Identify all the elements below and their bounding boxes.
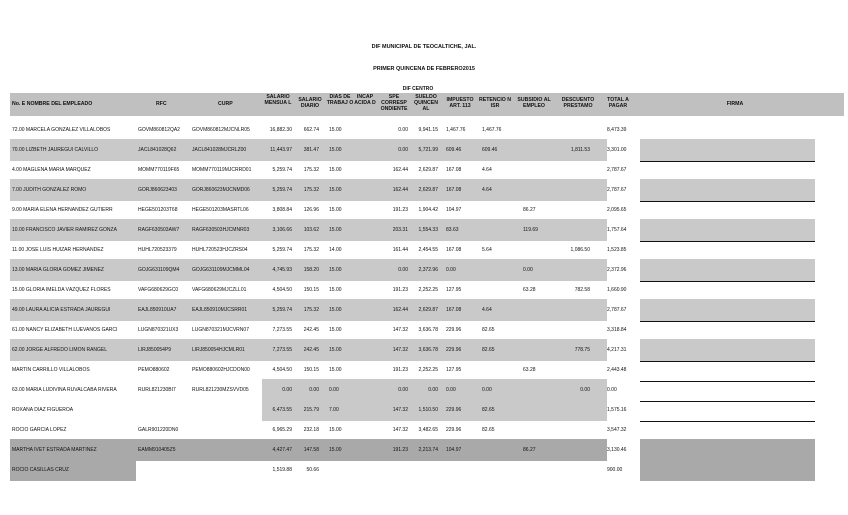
retencion-isr: 609.46 (482, 147, 498, 153)
spe-correspondiente: 147.32 (392, 347, 408, 353)
descuento-prestamo: 1,086.50 (570, 247, 590, 253)
spe-correspondiente: 147.32 (392, 427, 408, 433)
subsidio-empleo: 0.00 (523, 267, 533, 273)
salario-diario: 50.66 (306, 467, 319, 473)
header-total: TOTAL A PAGAR (607, 97, 629, 110)
total-pagar: 8,473.39 (607, 127, 627, 133)
employee-name: MARTIN CARRILLO VILLALOBOS (12, 367, 90, 373)
employee-rfc: EAMM910405Z5 (138, 447, 176, 453)
total-pagar: 1,660.90 (607, 287, 627, 293)
employee-curp: MOMM770119MJCRRD01 (192, 167, 252, 173)
total-pagar: 2,095.65 (607, 207, 627, 213)
impuesto: 127.95 (446, 287, 462, 293)
salario-mensual: 7,273.55 (272, 327, 292, 333)
header-dias: DIAS DE TRABAJ O (326, 94, 354, 107)
salario-diario: 175.32 (303, 187, 319, 193)
total-pagar: 3,318.84 (607, 327, 627, 333)
header-retencion: RETENCIO N ISR (479, 97, 511, 110)
spe-correspondiente: 0.00 (398, 147, 408, 153)
salario-mensual: 1,519.88 (272, 467, 292, 473)
total-pagar: 900.00 (607, 467, 623, 473)
employee-rfc: GOJG631109QM4 (138, 267, 180, 273)
employee-curp: HEGE501203MASRTL06 (192, 207, 249, 213)
total-pagar: 0.00 (607, 387, 617, 393)
employee-curp: GOVM860812MJCNLR05 (192, 127, 250, 133)
header-sueldo: SUELDO QUINCEN AL (414, 94, 438, 113)
sueldo-quincenal: 2,629.87 (418, 167, 438, 173)
sueldo-quincenal: 5,721.99 (418, 147, 438, 153)
sueldo-quincenal: 3,482.65 (418, 427, 438, 433)
retencion-isr: 4.64 (482, 187, 492, 193)
table-row (10, 219, 627, 241)
header-salario-mensual: SALARIO MENSUA L (264, 94, 292, 107)
spe-correspondiente: 0.00 (398, 127, 408, 133)
table-row (10, 279, 627, 301)
retencion-isr: 82.65 (482, 427, 495, 433)
employee-curp: RAGF630503HJCMNR03 (192, 227, 250, 233)
impuesto: 229.96 (446, 327, 462, 333)
employee-rfc: GALR901220DN0 (138, 427, 179, 433)
dias-trabajados: 15.00 (329, 187, 342, 193)
salario-mensual: 4,504.50 (272, 287, 292, 293)
employee-name: 63.00 MARIA LUDIVINA RUVALCABA RIVERA (12, 387, 117, 393)
impuesto: 229.96 (446, 427, 462, 433)
salario-mensual: 3,106.66 (272, 227, 292, 233)
sueldo-quincenal: 2,629.87 (418, 187, 438, 193)
retencion-isr: 82.65 (482, 327, 495, 333)
employee-rfc: GOVM860812QA2 (138, 127, 180, 133)
employee-curp: VAFG680629MJCZLL01 (192, 287, 247, 293)
salario-diario: 175.32 (303, 167, 319, 173)
spe-correspondiente: 191.23 (392, 207, 408, 213)
employee-name: 49.00 LAURA ALICIA ESTRADA JÁUREGUI (12, 307, 111, 313)
employee-name: 7.00 JUDITH GONZALEZ ROMO (12, 187, 87, 193)
table-row (10, 459, 623, 481)
dias-trabajados: 15.00 (329, 327, 342, 333)
salario-mensual: 6,965.29 (272, 427, 292, 433)
salario-diario: 0.00 (309, 387, 319, 393)
signature-cell (640, 459, 815, 481)
retencion-isr: 4.64 (482, 167, 492, 173)
sueldo-quincenal: 2,372.96 (418, 267, 438, 273)
salario-mensual: 5,259.74 (272, 307, 292, 313)
spe-correspondiente: 191.23 (392, 367, 408, 373)
salario-mensual: 4,745.93 (272, 267, 292, 273)
retencion-isr: 0.00 (482, 387, 492, 393)
impuesto: 167.08 (446, 187, 462, 193)
table-row (10, 199, 627, 221)
employee-rfc: LIRJ850054P9 (138, 347, 172, 353)
sueldo-quincenal: 2,454.55 (418, 247, 438, 253)
salario-diario: 158.20 (303, 267, 319, 273)
salario-mensual: 6,473.55 (272, 407, 292, 413)
spe-correspondiente: 147.32 (392, 407, 408, 413)
impuesto: 127.95 (446, 367, 462, 373)
dias-trabajados: 15.00 (329, 167, 342, 173)
header-name: No. E NOMBRE DEL EMPLEADO (12, 101, 93, 107)
impuesto: 229.96 (446, 407, 462, 413)
subsidio-empleo: 86.27 (523, 207, 536, 213)
spe-correspondiente: 191.23 (392, 447, 408, 453)
dias-trabajados: 15.00 (329, 447, 342, 453)
sueldo-quincenal: 2,252.25 (418, 287, 438, 293)
spe-correspondiente: 147.32 (392, 327, 408, 333)
table-row (10, 419, 627, 441)
salario-mensual: 5,259.74 (272, 247, 292, 253)
employee-curp: JACL841028MJCRLZ00 (192, 147, 247, 153)
retencion-isr: 4.64 (482, 307, 492, 313)
sueldo-quincenal: 1,554.33 (418, 227, 438, 233)
table-row (10, 139, 627, 161)
sueldo-quincenal: 3,636.78 (418, 347, 438, 353)
table-header (10, 93, 844, 116)
salario-mensual: 0.00 (282, 387, 292, 393)
salario-diario: 150.15 (303, 367, 319, 373)
salario-diario: 381.47 (303, 147, 319, 153)
spe-correspondiente: 162.44 (392, 167, 408, 173)
sueldo-quincenal: 2,213.74 (418, 447, 438, 453)
sueldo-quincenal: 3,636.78 (418, 327, 438, 333)
impuesto: 167.08 (446, 247, 462, 253)
total-pagar: 2,372.96 (607, 267, 627, 273)
impuesto: 104.97 (446, 207, 462, 213)
employee-name: 15.00 GLORIA IMELDA VÁZQUEZ FLORES (12, 287, 111, 293)
table-row (10, 319, 627, 341)
spe-correspondiente: 0.00 (398, 267, 408, 273)
table-row (10, 259, 627, 281)
impuesto: 229.96 (446, 347, 462, 353)
sueldo-quincenal: 2,629.87 (418, 307, 438, 313)
employee-name: 70.00 LIZBETH JAUREGUI CALVILLO (12, 147, 99, 153)
employee-name: ROXANA DIAZ FIGUEROA (12, 407, 74, 413)
sueldo-quincenal: 1,904.42 (418, 207, 438, 213)
dias-trabajados: 15.00 (329, 427, 342, 433)
table-row (10, 439, 627, 461)
salario-mensual: 3,808.84 (272, 207, 292, 213)
subsidio-empleo: 86.27 (523, 447, 536, 453)
employee-curp: RURL821230MZSVVD05 (192, 387, 249, 393)
salario-mensual: 4,427.47 (272, 447, 292, 453)
salario-diario: 126.96 (303, 207, 319, 213)
total-pagar: 1,757.64 (607, 227, 627, 233)
header-impuesto: IMPUESTO ART. 113 (446, 97, 474, 110)
retencion-isr: 5.64 (482, 247, 492, 253)
spe-correspondiente: 162.44 (392, 307, 408, 313)
employee-curp: EAJL850910MJCSRR01 (192, 307, 248, 313)
spe-correspondiente: 191.23 (392, 287, 408, 293)
descuento-prestamo: 782.58 (574, 287, 590, 293)
salario-diario: 175.32 (303, 247, 319, 253)
employee-name: 72.00 MARCELA GONZALEZ VILLALOBOS (12, 127, 111, 133)
dias-trabajados: 15.00 (329, 347, 342, 353)
salario-diario: 150.15 (303, 287, 319, 293)
report-title: DIF MUNICIPAL DE TEOCALTICHE, JAL. (371, 44, 477, 50)
header-curp: CURP (218, 101, 233, 107)
sueldo-quincenal: 2,252.25 (418, 367, 438, 373)
total-pagar: 3,130.46 (607, 447, 627, 453)
dias-trabajados: 0.00 (329, 387, 339, 393)
employee-rfc: EAJL850910UA7 (138, 307, 177, 313)
sueldo-quincenal: 0.00 (428, 387, 438, 393)
total-pagar: 3,547.32 (607, 427, 627, 433)
dias-trabajados: 15.00 (329, 127, 342, 133)
employee-name: 13.00 MARIA GLORIA GÓMEZ JIMÉNEZ (12, 267, 104, 273)
impuesto: 0.00 (446, 387, 456, 393)
employee-name: 4.00 MAGLENA MARIA MÁRQUEZ (12, 167, 91, 173)
table-row (10, 379, 617, 401)
dias-trabajados: 14.00 (329, 247, 342, 253)
total-pagar: 1,523.85 (607, 247, 627, 253)
table-row (10, 119, 627, 141)
total-pagar: 1,575.16 (607, 407, 627, 413)
employee-rfc: HUHL720523379 (138, 247, 177, 253)
sueldo-quincenal: 9,941.15 (418, 127, 438, 133)
salario-diario: 242.45 (303, 327, 319, 333)
retencion-isr: 82.65 (482, 347, 495, 353)
department-label: DIF CENTRO (402, 86, 434, 92)
subsidio-empleo: 63.28 (523, 367, 536, 373)
impuesto: 167.08 (446, 167, 462, 173)
spe-correspondiente: 203.31 (392, 227, 408, 233)
spe-correspondiente: 0.00 (398, 387, 408, 393)
employee-curp: GOJG631109MJCMML04 (192, 267, 250, 273)
employee-curp: HUHL720523HJCZRS04 (192, 247, 248, 253)
spe-correspondiente: 161.44 (392, 247, 408, 253)
impuesto: 0.00 (446, 267, 456, 273)
total-pagar: 2,787.67 (607, 187, 627, 193)
salario-mensual: 4,504.50 (272, 367, 292, 373)
salario-mensual: 5,259.74 (272, 167, 292, 173)
spe-correspondiente: 162.44 (392, 187, 408, 193)
salario-mensual: 16,882.30 (269, 127, 292, 133)
salario-diario: 147.58 (303, 447, 319, 453)
table-row (10, 179, 627, 201)
salario-mensual: 7,273.55 (272, 347, 292, 353)
employee-name: ROCIO CASILLAS CRUZ (12, 467, 69, 473)
retencion-isr: 82.65 (482, 407, 495, 413)
header-subsidio: SUBSIDIO AL EMPLEO (517, 97, 551, 110)
salario-diario: 103.62 (303, 227, 319, 233)
employee-rfc: JACL841028Q62 (138, 147, 177, 153)
dias-trabajados: 15.00 (329, 307, 342, 313)
employee-rfc: PEMO880602 (138, 367, 170, 373)
employee-name: 62.00 JORGE ALFREDO LIMON RANGEL (12, 347, 108, 353)
dias-trabajados: 7.00 (329, 407, 339, 413)
sueldo-quincenal: 1,510.50 (418, 407, 438, 413)
employee-name: MARTHA IVET ESTRADA MARTINEZ (12, 447, 97, 453)
employee-rfc: LUGN870321UX3 (138, 327, 179, 333)
header-firma: FIRMA (726, 101, 744, 107)
salario-mensual: 5,259.74 (272, 187, 292, 193)
total-pagar: 2,443.48 (607, 367, 627, 373)
retencion-isr: 1,467.76 (482, 127, 502, 133)
employee-rfc: MOMM770119F65 (138, 167, 180, 173)
employee-name: 61.00 NANCY ELIZABETH LUEVANOS GARCI (12, 327, 118, 333)
header-spe: SPE CORRESP ONDIENTE (380, 94, 408, 113)
employee-name: ROCIO GARCIA LOPEZ (12, 427, 67, 433)
total-pagar: 2,787.67 (607, 167, 627, 173)
salario-diario: 662.74 (303, 127, 319, 133)
table-row (10, 159, 627, 181)
header-incap: INCAP ACIDA D (354, 94, 376, 107)
table-row (10, 339, 627, 361)
employee-name: 10.00 FRANCISCO JAVIER RAMIREZ GONZÁ (12, 227, 117, 233)
total-pagar: 2,787.67 (607, 307, 627, 313)
salario-mensual: 11,443.97 (270, 147, 292, 153)
total-pagar: 4,217.31 (607, 347, 627, 353)
subsidio-empleo: 63.28 (523, 287, 536, 293)
table-row (10, 239, 627, 261)
employee-rfc: VAFG680629GC0 (138, 287, 179, 293)
salario-diario: 215.79 (303, 407, 319, 413)
impuesto: 609.46 (446, 147, 462, 153)
dias-trabajados: 15.00 (329, 227, 342, 233)
descuento-prestamo: 778.75 (574, 347, 590, 353)
employee-curp: LUGN870321MJCVRN07 (192, 327, 249, 333)
dias-trabajados: 15.00 (329, 207, 342, 213)
salario-diario: 175.32 (303, 307, 319, 313)
table-row (10, 299, 627, 321)
employee-rfc: RAGF630503AW7 (138, 227, 180, 233)
salario-diario: 232.18 (303, 427, 319, 433)
impuesto: 104.97 (446, 447, 462, 453)
employee-rfc: HEGE501203T68 (138, 207, 178, 213)
dias-trabajados: 15.00 (329, 287, 342, 293)
dias-trabajados: 15.00 (329, 147, 342, 153)
employee-curp: PEMO880602HJCDON00 (192, 367, 250, 373)
employee-name: 9.00 MARIA ELENA HERNÁNDEZ GUTIÉRR (12, 207, 113, 213)
subsidio-empleo: 119.69 (523, 227, 538, 233)
header-salario-diario: SALARIO DIARIO (298, 97, 322, 110)
employee-rfc: RURL821230BI7 (138, 387, 176, 393)
salario-diario: 242.45 (303, 347, 319, 353)
table-row (10, 359, 627, 381)
descuento-prestamo: 1,811.53 (570, 147, 590, 153)
employee-rfc: GORJ860623403 (138, 187, 177, 193)
signature-cell (640, 439, 815, 461)
impuesto: 167.08 (446, 307, 462, 313)
dias-trabajados: 15.00 (329, 367, 342, 373)
employee-curp: LIRJ850054HJCMLR01 (192, 347, 245, 353)
header-descuento: DESCUENTO PRESTAMO (561, 97, 595, 110)
dias-trabajados: 15.00 (329, 267, 342, 273)
table-row (10, 399, 627, 421)
impuesto: 83.63 (446, 227, 459, 233)
total-pagar: 3,301.00 (607, 147, 627, 153)
descuento-prestamo: 0.00 (580, 387, 590, 393)
employee-name: 11.00 JOSE LUIS HUIZAR HERNÁNDEZ (12, 247, 104, 253)
impuesto: 1,467.76 (446, 127, 466, 133)
report-subtitle: PRIMER QUINCENA DE FEBRERO2015 (373, 66, 475, 72)
header-rfc: RFC (156, 101, 167, 107)
employee-curp: GORJ860623MJCNMD06 (192, 187, 250, 193)
